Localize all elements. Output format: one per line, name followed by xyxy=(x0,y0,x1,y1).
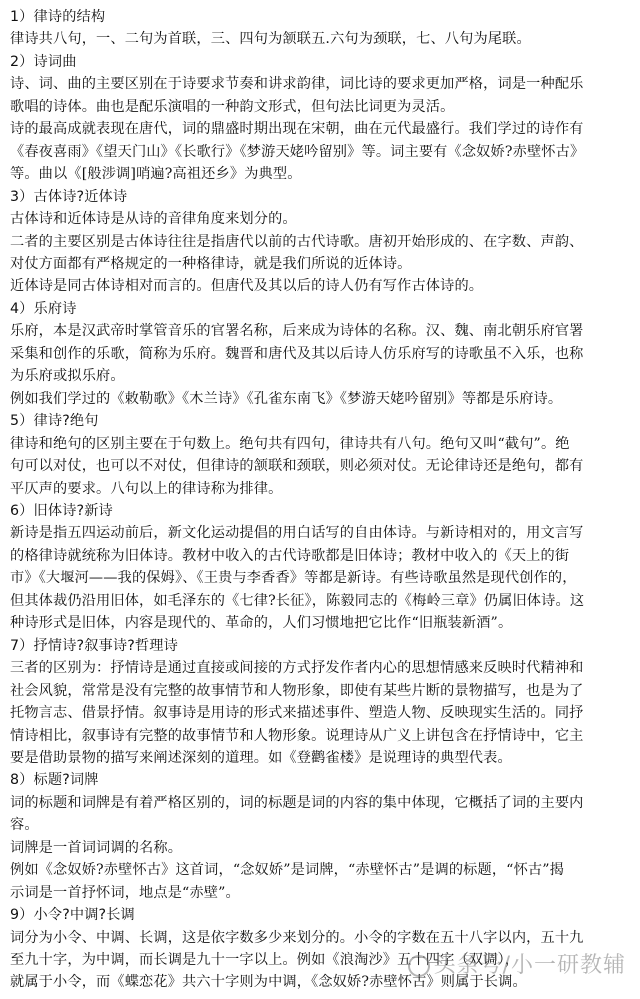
watermark xyxy=(408,948,626,979)
line-26: 市》《大堰河——我的保姆》、《王贵与李香香》等都是新诗。有些诗歌虽然是现代创作的， xyxy=(10,570,577,587)
line-11: 二者的主要区别是古体诗往往是指唐代以前的古代诗歌。唐初开始形成的、在字数、声韵、 xyxy=(10,233,584,250)
line-42: 词分为小令、中调、长调，这是依字数多少来划分的。小令的字数在五十八字以内，五十九 xyxy=(10,929,584,946)
line-19: 5）律诗?绝句 xyxy=(10,413,99,430)
line-10: 古体诗和近体诗是从诗的音律角度来划分的。 xyxy=(10,211,297,228)
line-15: 乐府，本是汉武帝时掌管音乐的官署名称，后来成为诗体的名称。汉、魏、南北朝乐府官署 xyxy=(10,323,584,340)
line-14: 4）乐府诗 xyxy=(10,300,77,317)
line-30: 三者的区别为：抒情诗是通过直接或间接的方式抒发作者内心的思想情感来反映时代精神和 xyxy=(10,660,584,677)
line-13: 近体诗是同古体诗相对而言的。但唐代及其以后的诗人仍有写作古体诗的。 xyxy=(10,278,484,295)
line-40: 示词是一首抒怀词，地点是“赤壁”。 xyxy=(10,884,240,901)
line-29: 7）抒情诗?叙事诗?哲理诗 xyxy=(10,637,178,654)
line-32: 托物言志、借景抒情。叙事诗是用诗的形式来描述事件、塑造人物、反映现实生活的。同抒 xyxy=(10,705,584,722)
line-33: 情诗相比，叙事诗有完整的故事情节和人物形象。说理诗从广义上讲包含在抒情诗中，它主 xyxy=(10,727,584,744)
line-20: 律诗和绝句的区别主要在于句数上。绝句共有四句，律诗共有八句。绝句又叫“截句”。绝 xyxy=(10,435,570,452)
circle-logo-icon xyxy=(408,955,430,977)
line-17: 为乐府或拟乐府。 xyxy=(10,368,125,385)
line-22: 平仄声的要求。八句以上的律诗称为排律。 xyxy=(10,480,283,497)
line-28: 种诗形式是旧体，内容是现代的、革命的，人们习惯地把它比作“旧瓶装新酒”。 xyxy=(10,615,513,632)
document-page xyxy=(10,6,632,994)
line-31: 社会风貌，常常是没有完整的故事情节和人物形象，即使有某些片断的景物描写，也是为了 xyxy=(10,682,584,699)
line-35: 8）标题?词牌 xyxy=(10,772,99,789)
watermark-text: 头条号/小一研教辅 xyxy=(433,953,626,978)
line-43: 至九十字，为中调，而长调是九十一字以上。例如《浪淘沙》五十四字（双调）， xyxy=(10,952,520,969)
line-18: 例如我们学过的《敕勒歌》《木兰诗》《孔雀东南飞》《梦游天姥吟留别》等都是乐府诗。 xyxy=(10,390,563,407)
line-01: 1）律诗的结构 xyxy=(10,9,106,25)
line-05: 歌唱的诗体。曲也是配乐演唱的一种韵文形式，但句法比词更为灵活。 xyxy=(10,98,455,115)
line-39: 例如《念奴娇?赤壁怀古》这首词，“念奴娇”是词牌，“赤壁怀古”是调的标题，“怀古”揭 xyxy=(10,862,564,879)
line-37: 容。 xyxy=(10,817,39,834)
line-36: 词的标题和词牌是有着严格区别的，词的标题是词的内容的集中体现，它概括了词的主要内 xyxy=(10,794,584,811)
line-06: 诗的最高成就表现在唐代，词的鼎盛时期出现在宋朝，曲在元代最盛行。我们学过的诗作有 xyxy=(10,121,584,138)
line-27: 但其体裁仍沿用旧体，如毛泽东的《七律?长征》，陈毅同志的《梅岭三章》仍属旧体诗。这 xyxy=(10,592,585,609)
line-02: 律诗共八句，一、二句为首联，三、四句为颔联五.六句为颈联，七、八句为尾联。 xyxy=(10,31,531,48)
line-24: 新诗是指五四运动前后，新文化运动提倡的用白话写的自由体诗。与新诗相对的，用文言写 xyxy=(10,525,584,542)
line-07: 《春夜喜雨》《望天门山》《长歌行》《梦游天姥吟留别》等。词主要有《念奴娇?赤壁怀古》 xyxy=(10,143,585,160)
line-12: 对仗方面都有严格规定的一种格律诗，就是我们所说的近体诗。 xyxy=(10,255,412,272)
line-08: 等。曲以《[般涉调]哨遍?高祖还乡》为典型。 xyxy=(10,166,302,183)
line-34: 要是借助景物的描写来阐述深刻的道理。如《登鹳雀楼》是说理诗的典型代表。 xyxy=(10,749,512,766)
line-04: 诗、词、曲的主要区别在于诗要求节奏和讲求韵律，词比诗的要求更加严格，词是一种配乐 xyxy=(10,76,584,93)
line-21: 句可以对仗，也可以不对仗，但律诗的颔联和颈联，则必须对仗。无论律诗还是绝句，都有 xyxy=(10,458,584,475)
line-41: 9）小令?中调?长调 xyxy=(10,907,135,924)
line-23: 6）旧体诗?新诗 xyxy=(10,502,113,519)
line-16: 采集和创作的乐歌，简称为乐府。魏晋和唐代及其以后诗人仿乐府写的诗歌虽不入乐，也称 xyxy=(10,345,584,362)
line-25: 的格律诗就统称为旧体诗。教材中收入的古代诗歌都是旧体诗；教材中收入的《天上的街 xyxy=(10,547,570,564)
line-44: 就属于小令，而《蝶恋花》共六十字则为中调，《念奴娇?赤壁怀古》则属于长调。 xyxy=(10,974,527,991)
line-03: 2）诗词曲 xyxy=(10,53,77,70)
line-09: 3）古体诗?近体诗 xyxy=(10,188,128,205)
line-38: 词牌是一首词词调的名称。 xyxy=(10,839,183,856)
